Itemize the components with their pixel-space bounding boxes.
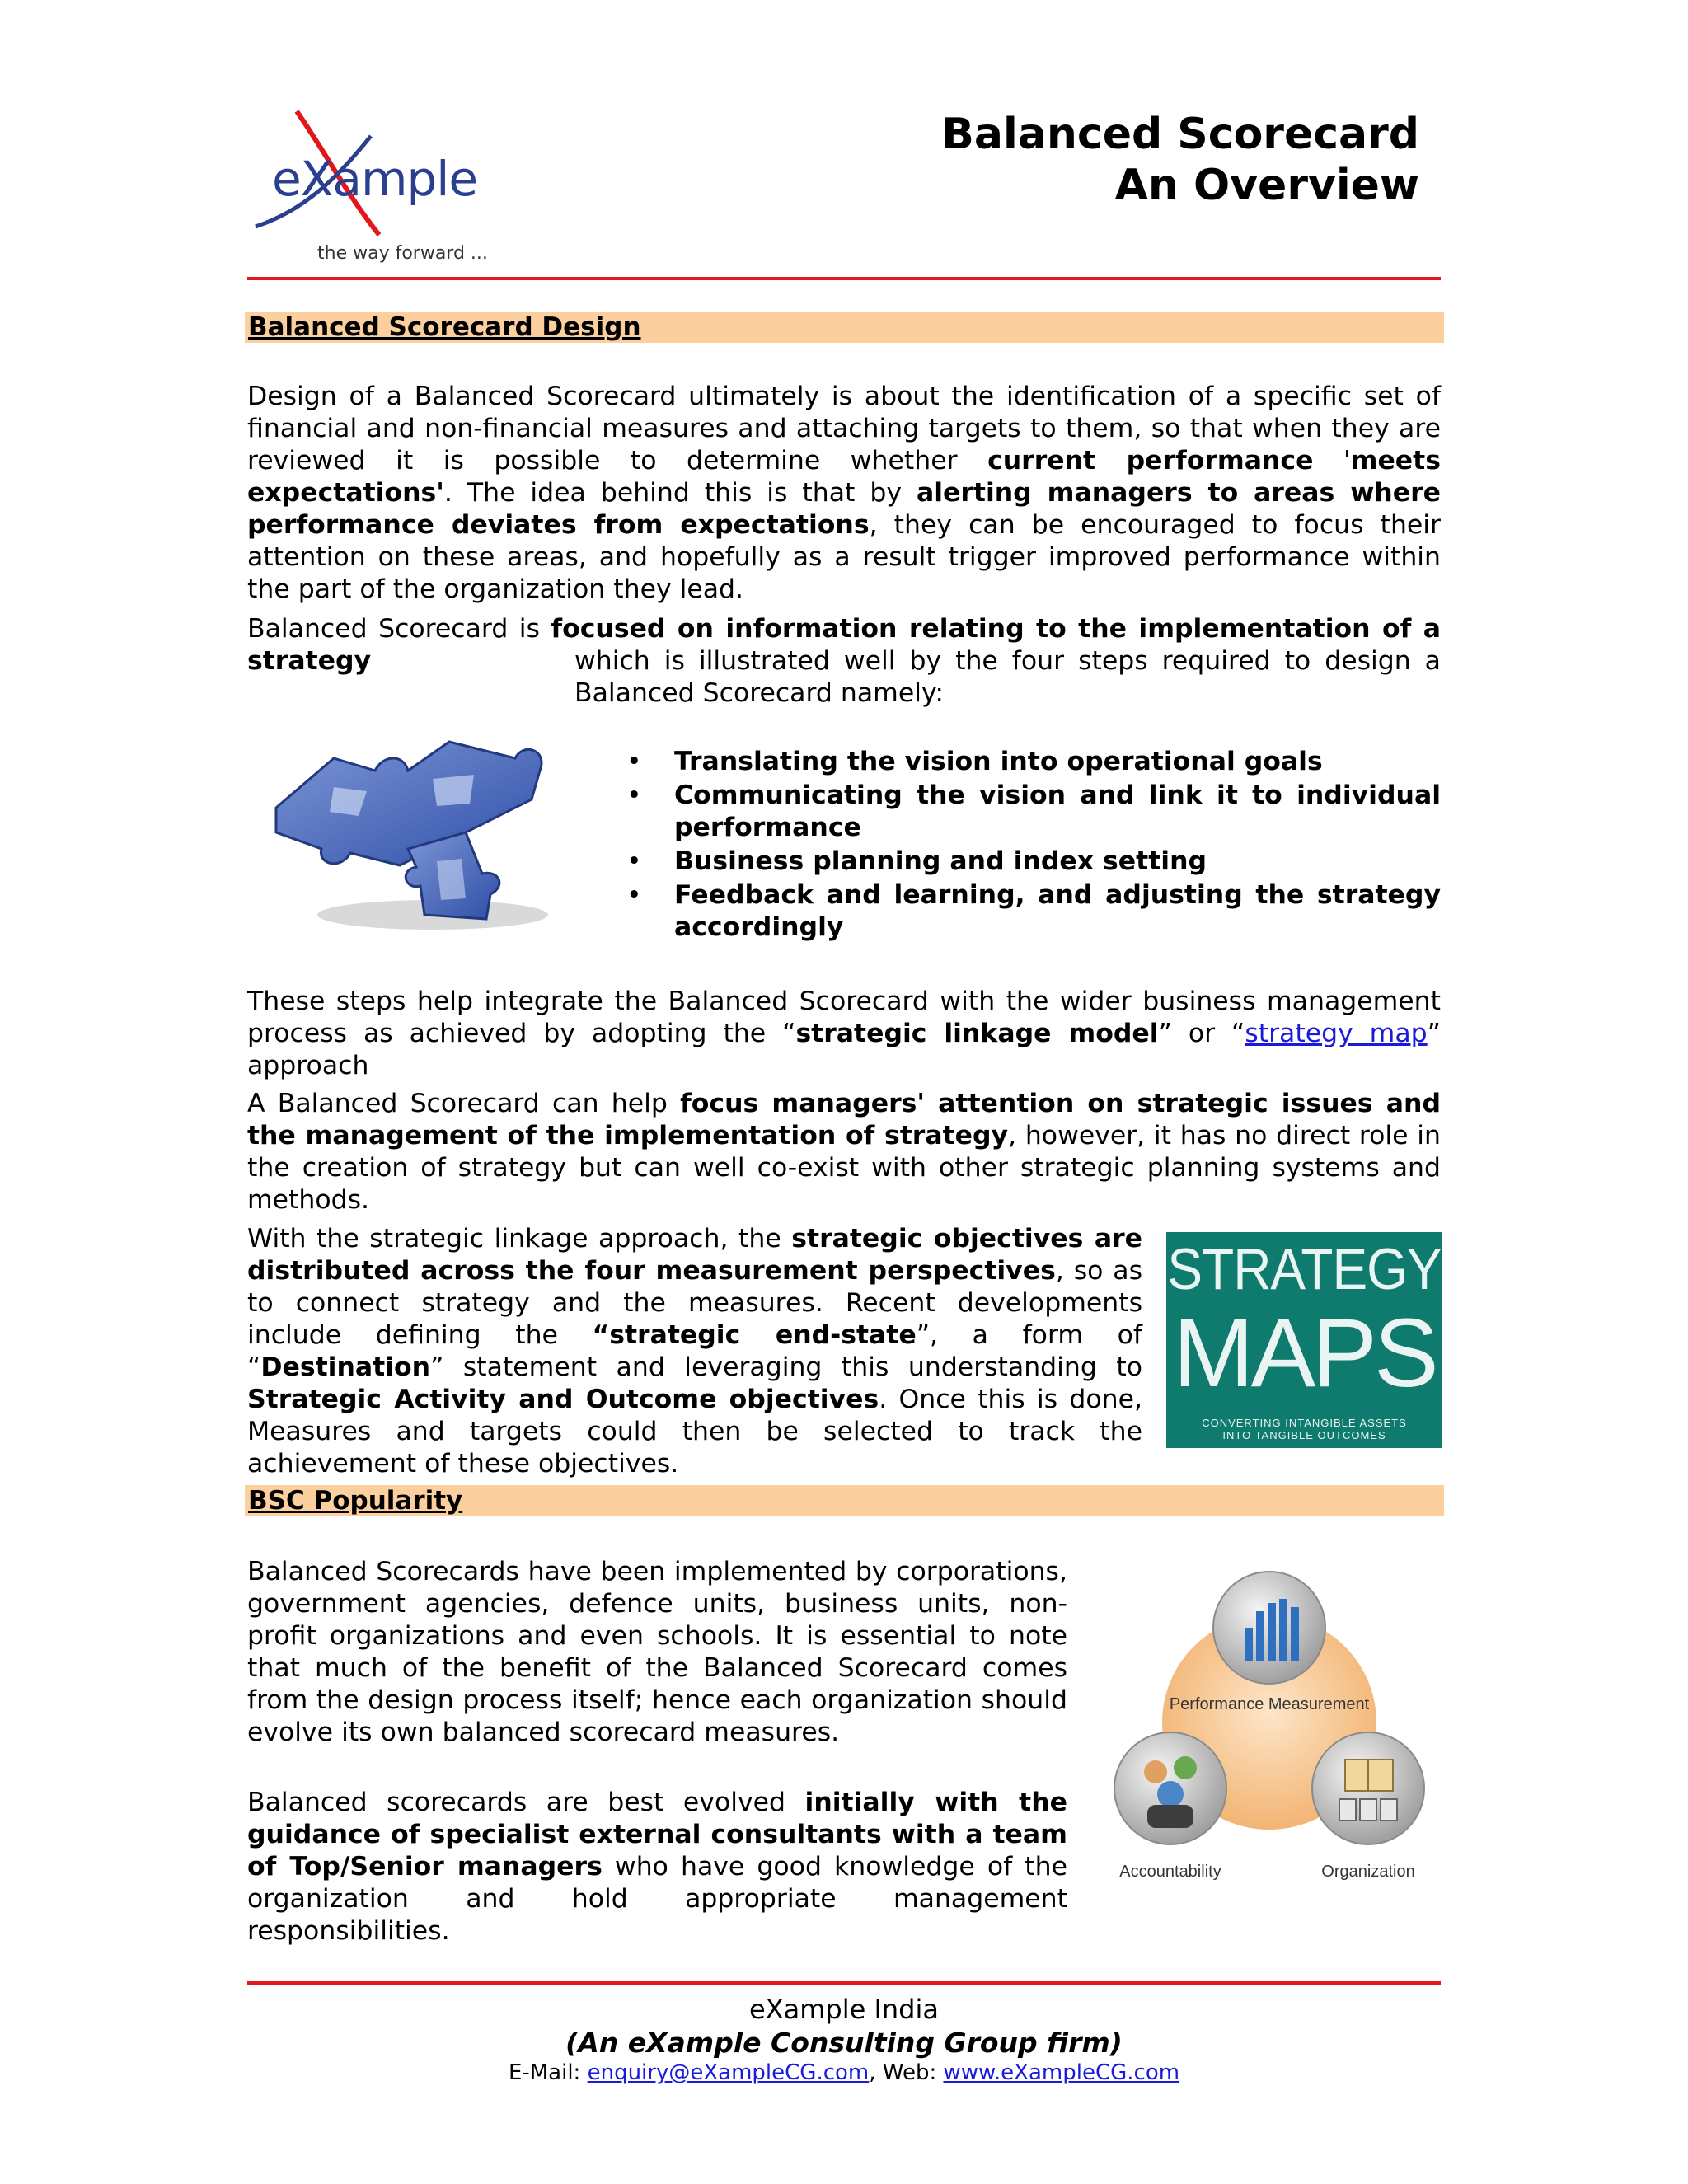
section-heading-popularity: BSC Popularity <box>245 1485 1444 1516</box>
paragraph-focus-attention: A Balanced Scorecard can help focus managers' attention on strategic issues and the management of the implementation of strategy, however, it has no direct role in the creation of strategy but can well co-exist with other strategic planning systems and methods. <box>247 1089 1442 1215</box>
book-subtitle-line2: INTO TANGIBLE OUTCOMES <box>1222 1429 1386 1441</box>
footer-tagline: (An eXample Consulting Group firm) <box>565 2027 1123 2059</box>
section-heading-design: Balanced Scorecard Design <box>245 312 1444 343</box>
paragraph-strategic-linkage: With the strategic linkage approach, the strategic objectives are distributed across the four measurement perspectives, so as to connect strategy and the measures. Recent developments include defining the “strategic end-state”, a form of “Destination” statement and leveraging this understanding to Strategic Activity and Outcome objectives. Once this is done, Measures and targets could then be selected to track the achievement of these objectives. <box>247 1224 1143 1479</box>
logo-tagline: the way forward ... <box>317 243 488 264</box>
footer-email-link[interactable]: enquiry@eXampleCG.com <box>587 2060 870 2085</box>
footer-rule <box>247 1981 1441 1985</box>
footer-web-link[interactable]: www.eXampleCG.com <box>943 2060 1180 2085</box>
title-line-1: Balanced Scorecard <box>941 110 1419 159</box>
company-logo <box>247 103 519 272</box>
puzzle-pieces-icon <box>260 709 552 935</box>
strategy-maps-book-cover <box>1166 1232 1442 1448</box>
document-title <box>941 109 1419 211</box>
list-item: • Feedback and learning, and adjusting the strategy accordingly <box>626 879 1441 944</box>
list-item: • Business planning and index setting <box>626 846 1441 878</box>
paragraph-design-intro: Design of a Balanced Scorecard ultimately is about the identification of a specific set of financial and non-financial measures and attaching targets to them, so that when they are reviewed it is possible to determine whether current performance 'meets expectations'. The idea behind this is that by alerting managers to areas where performance deviates from expectations, they can be encouraged to focus their attention on these areas, and hopefully as a result trigger improved performance within the part of the organization they lead. <box>247 382 1441 604</box>
header-rule <box>247 277 1441 280</box>
book-subtitle-line1: CONVERTING INTANGIBLE ASSETS <box>1202 1417 1407 1429</box>
title-line-2: An Overview <box>1114 161 1419 210</box>
book-title-line2: MAPS <box>1173 1299 1436 1408</box>
footer-contact: E-Mail: enquiry@eXampleCG.com, Web: www.eXampleCG.com <box>508 2060 1180 2085</box>
list-item: • Translating the vision into operational goals <box>626 746 1441 778</box>
diagram-center-label: Performance Measurement <box>1169 1695 1370 1713</box>
footer-company: eXample India <box>749 1994 939 2025</box>
paragraph-consultants: Balanced scorecards are best evolved initially with the guidance of specialist external consultants with a team of Top/Senior managers who have good knowledge of the organization and hold appropriate management responsibilities. <box>247 1788 1068 1946</box>
paragraph-focus-line1: Balanced Scorecard is focused on information relating to the implementation of a strategy <box>247 614 1441 676</box>
diagram-right-label: Organization <box>1321 1863 1415 1881</box>
paragraph-linkage-model: These steps help integrate the Balanced Scorecard with the wider business management process as achieved by adopting the “strategic linkage model” or “strategy map” approach <box>247 987 1441 1080</box>
puzzle-image <box>260 709 552 935</box>
logo-wordmark: eXample <box>272 151 478 207</box>
performance-measurement-diagram <box>1104 1562 1434 1891</box>
list-item: • Communicating the vision and link it to individual performance <box>626 780 1441 844</box>
diagram-left-label: Accountability <box>1119 1863 1221 1881</box>
book-title-line1: STRATEGY <box>1167 1236 1442 1302</box>
paragraph-focus-line2: which is illustrated well by the four steps required to design a Balanced Scorecard namely: <box>574 646 1441 708</box>
design-steps-list <box>626 746 1441 945</box>
paragraph-popularity: Balanced Scorecards have been implemented by corporations, government agencies, defence units, business units, non-profit organizations and even schools. It is essential to note that much of the benefit of the Balanced Scorecard comes from the design process itself; hence each organization should evolve its own balanced scorecard measures. <box>247 1557 1067 1747</box>
diagram-graphic <box>1104 1562 1434 1891</box>
strategy-map-link[interactable]: strategy map <box>1245 1019 1428 1048</box>
